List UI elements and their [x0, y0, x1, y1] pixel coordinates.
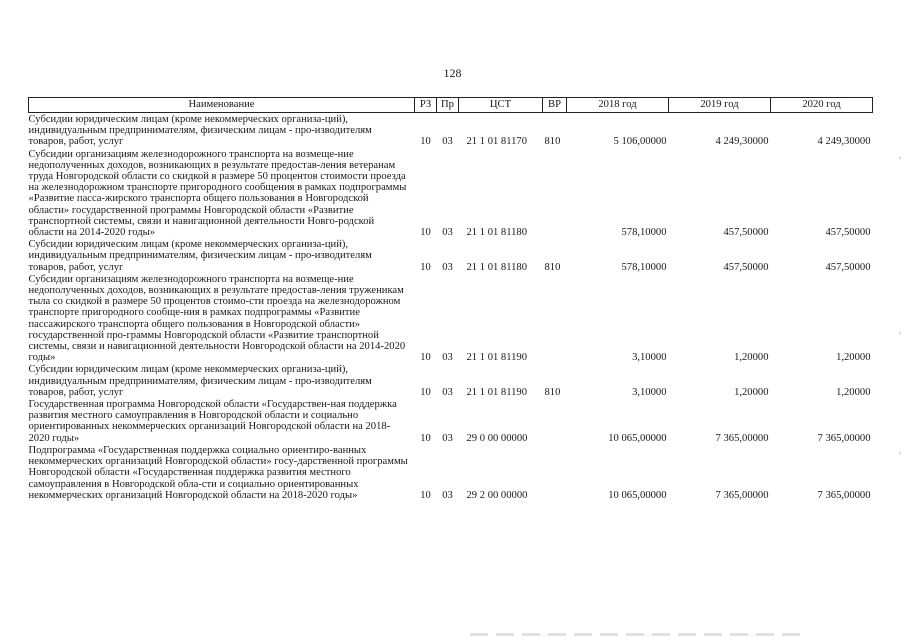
header-2018: 2018 год [567, 98, 669, 113]
row-name: Государственная программа Новгородской области «Государствен-ная поддержка развития местного самоуправления в Новгородской области и социально ориентированных некоммерческих организаций Новгородской области на 2018-2020 годы» [28, 399, 397, 444]
row-name: Субсидии юридическим лицам (кроме некоммерческих организа-ций), индивидуальным предпринимателям, физическим лицам - про-изводителям товаров, работ, услуг [28, 239, 372, 273]
row-2020: 457,50000 [825, 227, 871, 239]
table-row [29, 148, 873, 239]
row-cst: 21 1 01 81190 [466, 386, 528, 398]
table-header-row [29, 98, 873, 113]
row-vr [543, 444, 567, 501]
row-pr: 03 [442, 489, 453, 501]
budget-table [28, 97, 873, 501]
header-name: Наименование [29, 98, 415, 113]
row-rz: 10 [420, 489, 431, 501]
row-2018: 578,10000 [621, 261, 667, 273]
row-2020: 7 365,00000 [817, 432, 871, 444]
table-row [29, 113, 873, 148]
scan-margin-mark: , [898, 150, 901, 160]
row-2019: 1,20000 [734, 352, 769, 364]
table-row [29, 238, 873, 273]
row-name: Субсидии юридическим лицам (кроме некоммерческих организа-ций), индивидуальным предпринимателям, физическим лицам - про-изводителям товаров, работ, услуг [28, 114, 372, 148]
row-cst: 21 1 01 81170 [466, 136, 528, 148]
row-2020: 4 249,30000 [817, 136, 871, 148]
row-cst: 21 1 01 81180 [466, 227, 528, 239]
header-2020: 2020 год [771, 98, 873, 113]
row-name: Субсидии организациям железнодорожного транспорта на возмеще-ние недополученных доходов, возникающих в результате предостав-ления труженикам тыла со скидкой в размере 50 процентов стоимо-сти проезда на железнодорожном транспорте пригородного сообще-ния в рамках подпрограммы «Развитие пассажирского транспорта общего пользования в Новгородской области» государственной про-граммы Новгородской области «Развитие транспортной системы, связи и навигационной деятельности Новгородской области на 2014-2020 годы» [28, 273, 406, 364]
row-2019: 1,20000 [734, 386, 769, 398]
row-vr: 810 [544, 261, 561, 273]
row-2018: 10 065,00000 [608, 489, 667, 501]
scan-margin-mark: , [898, 325, 901, 335]
row-name: Подпрограмма «Государственная поддержка социально ориентиро-ванных некоммерческих организаций Новгородской области» госу-дарственной программы Новгородской области «Государственная поддержка развития местного самоуправления в Новгородской обла-сти и социально ориентированных некоммерческих организаций Новгородской области на 2018-2020 годы» [28, 444, 408, 501]
row-rz: 10 [420, 136, 431, 148]
row-2019: 7 365,00000 [715, 489, 769, 501]
row-rz: 10 [420, 432, 431, 444]
table-row [29, 444, 873, 501]
row-2018: 3,10000 [632, 352, 667, 364]
row-pr: 03 [442, 136, 453, 148]
row-cst: 29 2 00 00000 [466, 489, 528, 501]
row-2018: 3,10000 [632, 386, 667, 398]
row-2018: 10 065,00000 [608, 432, 667, 444]
header-vr: ВР [543, 98, 567, 113]
row-rz: 10 [420, 227, 431, 239]
scan-bottom-shadow [470, 633, 800, 636]
row-name: Субсидии организациям железнодорожного транспорта на возмеще-ние недополученных доходов, возникающих в результате предостав-ления ветеранам труда Новгородской области со скидкой в размере 50 процентов стоимости проезда на железнодорожном транспорте пригородного сообщения в рамках подпрограммы «Развитие пасса-жирского транспорта общего пользования в Новгородской области» государственной программы Новгородской области «Развитие транспортной системы, связи и навигационной деятельности Новго-родской области на 2014-2020 годы» [28, 148, 407, 239]
header-cst: ЦСТ [459, 98, 543, 113]
table-row [29, 398, 873, 444]
header-rz: РЗ [415, 98, 437, 113]
row-2019: 7 365,00000 [715, 432, 769, 444]
table-row [29, 273, 873, 364]
row-pr: 03 [442, 432, 453, 444]
row-2019: 457,50000 [723, 227, 769, 239]
row-pr: 03 [442, 352, 453, 364]
row-2020: 7 365,00000 [817, 489, 871, 501]
row-cst: 21 1 01 81190 [466, 352, 528, 364]
table-row [29, 363, 873, 398]
row-pr: 03 [442, 386, 453, 398]
row-vr: 810 [544, 386, 561, 398]
page-number: 128 [443, 66, 462, 80]
row-2018: 578,10000 [621, 227, 667, 239]
row-2018: 5 106,00000 [613, 136, 667, 148]
row-cst: 29 0 00 00000 [466, 432, 528, 444]
row-rz: 10 [420, 261, 431, 273]
row-pr: 03 [442, 227, 453, 239]
row-2020: 1,20000 [836, 386, 871, 398]
row-name: Субсидии юридическим лицам (кроме некоммерческих организа-ций), индивидуальным предпринимателям, физическим лицам - про-изводителям товаров, работ, услуг [28, 364, 372, 398]
header-pr: Пр [437, 98, 459, 113]
row-2020: 457,50000 [825, 261, 871, 273]
row-vr [543, 398, 567, 444]
row-vr: 810 [544, 136, 561, 148]
row-2019: 457,50000 [723, 261, 769, 273]
row-vr [543, 273, 567, 364]
row-pr: 03 [442, 261, 453, 273]
row-cst: 21 1 01 81180 [466, 261, 528, 273]
row-rz: 10 [420, 352, 431, 364]
scan-margin-mark: , [898, 445, 901, 455]
row-2019: 4 249,30000 [715, 136, 769, 148]
row-vr [543, 148, 567, 239]
row-2020: 1,20000 [836, 352, 871, 364]
header-2019: 2019 год [669, 98, 771, 113]
row-rz: 10 [420, 386, 431, 398]
